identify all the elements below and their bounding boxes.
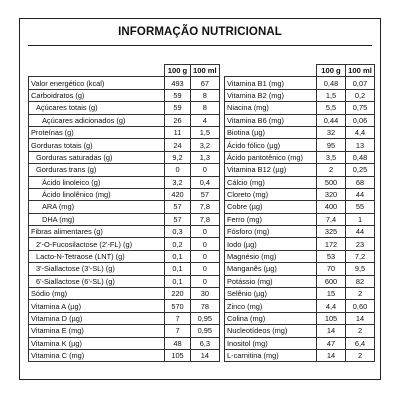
value-100ml: 2 bbox=[346, 349, 375, 361]
value-100ml: 0 bbox=[191, 275, 220, 287]
nutrient-name: Niacina (mg) bbox=[225, 102, 317, 114]
value-100g: 3,5 bbox=[317, 151, 346, 163]
value-100ml: 57 bbox=[191, 188, 220, 200]
value-100ml: 7,8 bbox=[191, 213, 220, 225]
nutrition-table-right bbox=[224, 64, 375, 362]
table-row bbox=[225, 275, 375, 287]
value-100ml: 0,4 bbox=[191, 176, 220, 188]
value-100g: 320 bbox=[317, 188, 346, 200]
table-row bbox=[29, 89, 220, 101]
nutrient-name: Magnésio (mg) bbox=[225, 250, 317, 262]
nutrient-name: Vitamina A (µg) bbox=[29, 300, 165, 312]
nutrient-name: Zinco (mg) bbox=[225, 300, 317, 312]
nutrition-facts-panel bbox=[19, 18, 381, 380]
value-100ml: 4,4 bbox=[346, 126, 375, 138]
value-100ml: 0 bbox=[191, 226, 220, 238]
value-100g: 105 bbox=[165, 349, 191, 361]
table-row bbox=[29, 275, 220, 287]
table-row bbox=[225, 176, 375, 188]
value-100g: 4,4 bbox=[317, 300, 346, 312]
table-row bbox=[225, 337, 375, 349]
value-100ml: 0,95 bbox=[191, 312, 220, 324]
value-100ml: 0,60 bbox=[346, 300, 375, 312]
value-100ml: 1 bbox=[346, 213, 375, 225]
value-100ml: 0,95 bbox=[191, 325, 220, 337]
title-divider bbox=[28, 45, 372, 46]
nutrient-name: Ácido linolênico (mg) bbox=[29, 188, 165, 200]
table-row bbox=[225, 201, 375, 213]
nutrition-table-left bbox=[28, 64, 220, 362]
value-100ml: 8 bbox=[191, 102, 220, 114]
table-row bbox=[29, 164, 220, 176]
table-row bbox=[29, 263, 220, 275]
table-row bbox=[29, 151, 220, 163]
nutrient-name: 2'-O-Fucosilactose (2'-FL) (g) bbox=[29, 238, 165, 250]
nutrient-name: Colina (mg) bbox=[225, 312, 317, 324]
header-100ml: 100 ml bbox=[191, 65, 220, 77]
value-100g: 14 bbox=[317, 325, 346, 337]
nutrient-name: ARA (mg) bbox=[29, 201, 165, 213]
value-100g: 47 bbox=[317, 337, 346, 349]
nutrient-name: Nucleotídeos (mg) bbox=[225, 325, 317, 337]
value-100ml: 6,4 bbox=[346, 337, 375, 349]
header-100g: 100 g bbox=[165, 65, 191, 77]
nutrient-name: 6'-Siallactose (6'-SL) (g) bbox=[29, 275, 165, 287]
value-100ml: 0,06 bbox=[346, 114, 375, 126]
value-100ml: 0 bbox=[191, 263, 220, 275]
value-100g: 3,2 bbox=[165, 176, 191, 188]
nutrient-name: Gorduras totais (g) bbox=[29, 139, 165, 151]
value-100g: 0,48 bbox=[317, 77, 346, 89]
table-row bbox=[225, 226, 375, 238]
value-100g: 0,44 bbox=[317, 114, 346, 126]
value-100g: 9,2 bbox=[165, 151, 191, 163]
nutrient-name: Biotina (µg) bbox=[225, 126, 317, 138]
value-100g: 220 bbox=[165, 288, 191, 300]
value-100g: 14 bbox=[317, 349, 346, 361]
table-row bbox=[225, 312, 375, 324]
value-100ml: 68 bbox=[346, 176, 375, 188]
value-100ml: 23 bbox=[346, 238, 375, 250]
value-100ml: 2 bbox=[346, 325, 375, 337]
nutrition-table-right-body bbox=[225, 77, 375, 362]
value-100ml: 0,2 bbox=[346, 89, 375, 101]
value-100g: 15 bbox=[317, 288, 346, 300]
nutrient-name: Fibras alimentares (g) bbox=[29, 226, 165, 238]
value-100g: 26 bbox=[165, 114, 191, 126]
nutrient-name: 3'-Siallactose (3'-SL) (g) bbox=[29, 263, 165, 275]
table-header-row bbox=[225, 65, 375, 77]
value-100ml: 82 bbox=[346, 275, 375, 287]
nutrient-name: Valor energético (kcal) bbox=[29, 77, 165, 89]
value-100g: 493 bbox=[165, 77, 191, 89]
table-row bbox=[29, 114, 220, 126]
table-row bbox=[29, 102, 220, 114]
nutrient-name: Inositol (mg) bbox=[225, 337, 317, 349]
nutrient-name: Vitamina B1 (mg) bbox=[225, 77, 317, 89]
nutrient-name: Proteínas (g) bbox=[29, 126, 165, 138]
value-100ml: 0,75 bbox=[346, 102, 375, 114]
value-100ml: 0,48 bbox=[346, 151, 375, 163]
nutrient-name: Açúcares adicionados (g) bbox=[29, 114, 165, 126]
value-100ml: 8 bbox=[191, 89, 220, 101]
value-100g: 0,1 bbox=[165, 275, 191, 287]
value-100g: 48 bbox=[165, 337, 191, 349]
table-row bbox=[225, 114, 375, 126]
table-row bbox=[29, 126, 220, 138]
table-row bbox=[225, 349, 375, 361]
value-100g: 1,5 bbox=[317, 89, 346, 101]
value-100ml: 9,5 bbox=[346, 263, 375, 275]
value-100g: 7 bbox=[165, 325, 191, 337]
nutrient-name: Carboidratos (g) bbox=[29, 89, 165, 101]
table-row bbox=[225, 77, 375, 89]
panel-title: INFORMAÇÃO NUTRICIONAL bbox=[118, 26, 282, 38]
value-100g: 11 bbox=[165, 126, 191, 138]
nutrient-name: Selênio (µg) bbox=[225, 288, 317, 300]
value-100ml: 4 bbox=[191, 114, 220, 126]
value-100g: 570 bbox=[165, 300, 191, 312]
value-100g: 57 bbox=[165, 213, 191, 225]
nutrient-name: Vitamina C (mg) bbox=[29, 349, 165, 361]
header-blank bbox=[29, 65, 165, 77]
table-header-row bbox=[29, 65, 220, 77]
table-row bbox=[225, 151, 375, 163]
value-100ml: 3,2 bbox=[191, 139, 220, 151]
nutrient-name: DHA (mg) bbox=[29, 213, 165, 225]
value-100g: 32 bbox=[317, 126, 346, 138]
value-100g: 7 bbox=[165, 312, 191, 324]
value-100ml: 7,8 bbox=[191, 201, 220, 213]
nutrient-name: Ácido linoleico (g) bbox=[29, 176, 165, 188]
nutrient-name: Fósforo (mg) bbox=[225, 226, 317, 238]
table-row bbox=[225, 250, 375, 262]
value-100ml: 0 bbox=[191, 250, 220, 262]
table-row bbox=[225, 263, 375, 275]
value-100ml: 6,3 bbox=[191, 337, 220, 349]
value-100g: 7,4 bbox=[317, 213, 346, 225]
value-100g: 0,1 bbox=[165, 263, 191, 275]
table-row bbox=[29, 312, 220, 324]
value-100ml: 0,25 bbox=[346, 164, 375, 176]
value-100g: 5,5 bbox=[317, 102, 346, 114]
header-100g: 100 g bbox=[317, 65, 346, 77]
table-row bbox=[29, 288, 220, 300]
value-100g: 420 bbox=[165, 188, 191, 200]
nutrient-name: Vitamina K (µg) bbox=[29, 337, 165, 349]
value-100g: 0,1 bbox=[165, 250, 191, 262]
value-100g: 0,3 bbox=[165, 226, 191, 238]
table-row bbox=[29, 213, 220, 225]
table-row bbox=[29, 226, 220, 238]
table-row bbox=[29, 139, 220, 151]
value-100g: 105 bbox=[317, 312, 346, 324]
nutrient-name: Vitamina E (mg) bbox=[29, 325, 165, 337]
value-100ml: 0 bbox=[191, 238, 220, 250]
table-row bbox=[225, 164, 375, 176]
nutrient-name: Ácido fólico (µg) bbox=[225, 139, 317, 151]
nutrient-name: Gorduras saturadas (g) bbox=[29, 151, 165, 163]
table-row bbox=[225, 238, 375, 250]
nutrient-name: Vitamina B12 (µg) bbox=[225, 164, 317, 176]
nutrient-name: L-carnitina (mg) bbox=[225, 349, 317, 361]
value-100ml: 0,07 bbox=[346, 77, 375, 89]
nutrient-name: Vitamina B2 (mg) bbox=[225, 89, 317, 101]
value-100g: 70 bbox=[317, 263, 346, 275]
value-100g: 400 bbox=[317, 201, 346, 213]
table-row bbox=[29, 176, 220, 188]
table-row bbox=[225, 89, 375, 101]
table-row bbox=[225, 288, 375, 300]
nutrient-name: Cobre (µg) bbox=[225, 201, 317, 213]
table-row bbox=[29, 188, 220, 200]
table-row bbox=[225, 139, 375, 151]
nutrient-name: Lacto-N-Tetraose (LNT) (g) bbox=[29, 250, 165, 262]
table-row bbox=[29, 250, 220, 262]
table-row bbox=[225, 188, 375, 200]
nutrient-name: Vitamina B6 (mg) bbox=[225, 114, 317, 126]
nutrient-name: Ácido pantotênico (mg) bbox=[225, 151, 317, 163]
nutrient-name: Sódio (mg) bbox=[29, 288, 165, 300]
table-row bbox=[29, 201, 220, 213]
value-100g: 95 bbox=[317, 139, 346, 151]
nutrient-name: Gorduras trans (g) bbox=[29, 164, 165, 176]
value-100ml: 67 bbox=[191, 77, 220, 89]
value-100g: 0 bbox=[165, 164, 191, 176]
value-100g: 325 bbox=[317, 226, 346, 238]
nutrient-name: Manganês (µg) bbox=[225, 263, 317, 275]
value-100g: 0,2 bbox=[165, 238, 191, 250]
value-100g: 59 bbox=[165, 102, 191, 114]
table-row bbox=[225, 102, 375, 114]
value-100ml: 44 bbox=[346, 226, 375, 238]
header-100ml: 100 ml bbox=[346, 65, 375, 77]
table-row bbox=[225, 213, 375, 225]
value-100ml: 1,5 bbox=[191, 126, 220, 138]
table-row bbox=[225, 325, 375, 337]
value-100g: 57 bbox=[165, 201, 191, 213]
nutrient-name: Ferro (mg) bbox=[225, 213, 317, 225]
value-100ml: 78 bbox=[191, 300, 220, 312]
table-row bbox=[29, 300, 220, 312]
nutrition-table-left-body bbox=[29, 77, 220, 362]
value-100ml: 13 bbox=[346, 139, 375, 151]
nutrient-name: Açúcares totais (g) bbox=[29, 102, 165, 114]
value-100g: 172 bbox=[317, 238, 346, 250]
nutrient-name: Cálcio (mg) bbox=[225, 176, 317, 188]
nutrient-name: Cloreto (mg) bbox=[225, 188, 317, 200]
table-row bbox=[29, 77, 220, 89]
value-100g: 59 bbox=[165, 89, 191, 101]
value-100ml: 0 bbox=[191, 164, 220, 176]
table-row bbox=[29, 238, 220, 250]
value-100ml: 14 bbox=[191, 349, 220, 361]
value-100g: 24 bbox=[165, 139, 191, 151]
value-100ml: 1,3 bbox=[191, 151, 220, 163]
value-100ml: 44 bbox=[346, 188, 375, 200]
value-100g: 2 bbox=[317, 164, 346, 176]
nutrient-name: Vitamina D (µg) bbox=[29, 312, 165, 324]
value-100g: 500 bbox=[317, 176, 346, 188]
nutrient-name: Potássio (mg) bbox=[225, 275, 317, 287]
value-100ml: 7,2 bbox=[346, 250, 375, 262]
table-row bbox=[29, 349, 220, 361]
table-row bbox=[225, 300, 375, 312]
table-row bbox=[225, 126, 375, 138]
table-row bbox=[29, 325, 220, 337]
value-100ml: 30 bbox=[191, 288, 220, 300]
value-100ml: 55 bbox=[346, 201, 375, 213]
nutrient-name: Iodo (µg) bbox=[225, 238, 317, 250]
value-100ml: 14 bbox=[346, 312, 375, 324]
table-row bbox=[29, 337, 220, 349]
header-blank bbox=[225, 65, 317, 77]
value-100ml: 2 bbox=[346, 288, 375, 300]
value-100g: 53 bbox=[317, 250, 346, 262]
value-100g: 600 bbox=[317, 275, 346, 287]
